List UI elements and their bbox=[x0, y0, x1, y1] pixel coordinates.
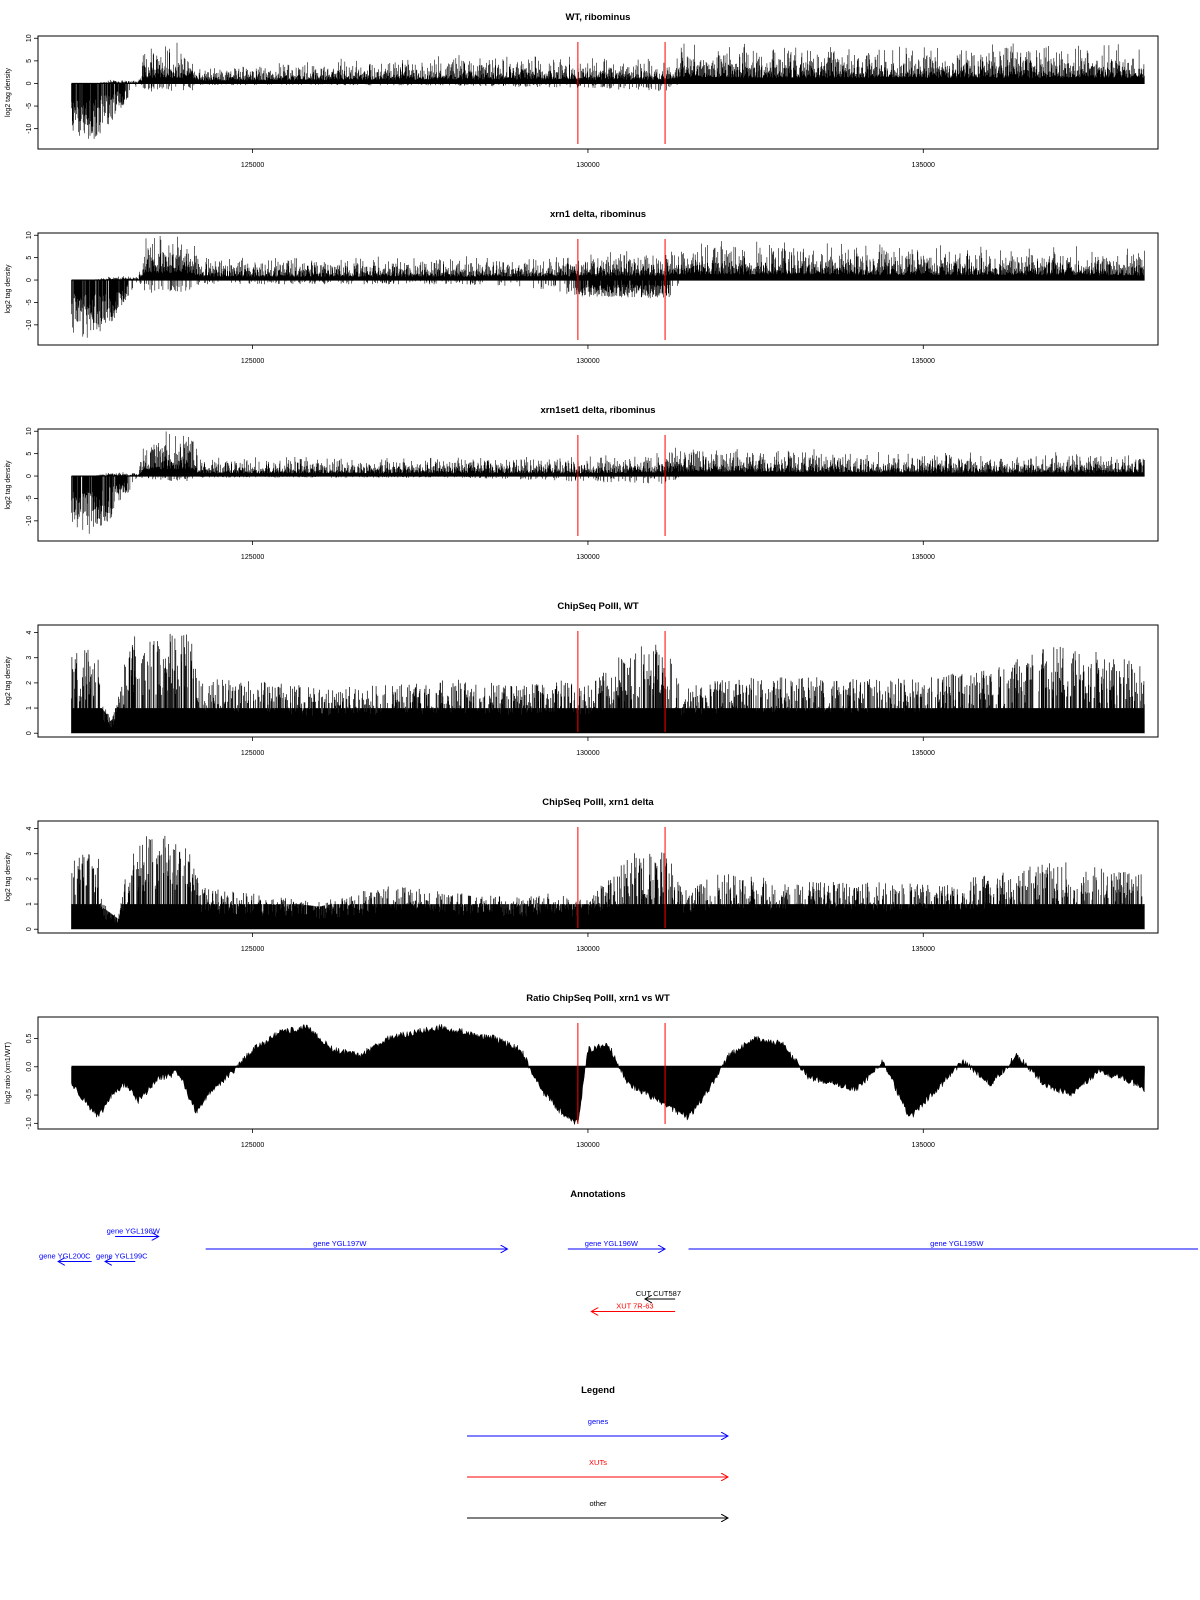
panel-p3 bbox=[5, 405, 1158, 561]
positive-strand-bars bbox=[96, 432, 1145, 477]
y-tick-label: -5 bbox=[26, 102, 33, 110]
y-axis-label: log2 tag density bbox=[5, 67, 12, 118]
x-tick-label: 130000 bbox=[576, 1142, 600, 1149]
x-tick-label: 125000 bbox=[240, 358, 265, 365]
x-tick-label: 130000 bbox=[576, 554, 600, 561]
y-tick-label: 3 bbox=[26, 851, 33, 856]
y-tick-label: 10 bbox=[26, 34, 33, 43]
negative-strand-bars bbox=[72, 280, 679, 338]
x-tick-label: 130000 bbox=[576, 750, 600, 757]
x-tick-label: 125000 bbox=[240, 1142, 265, 1149]
x-tick-label: 135000 bbox=[911, 750, 935, 757]
y-tick-label: 4 bbox=[26, 630, 33, 635]
annotation-label: gene YGL196W bbox=[584, 1239, 639, 1248]
y-tick-label: 3 bbox=[26, 655, 33, 660]
y-tick-label: 2 bbox=[26, 680, 33, 685]
y-tick-label: 0.5 bbox=[26, 1033, 33, 1044]
y-tick-label: 4 bbox=[26, 826, 33, 831]
panel-title: ChipSeq PolII, WT bbox=[557, 601, 639, 612]
x-tick-label: 135000 bbox=[911, 358, 935, 365]
y-tick-label: 10 bbox=[26, 231, 33, 240]
x-tick-label: 130000 bbox=[576, 162, 600, 169]
ratio-area bbox=[72, 1024, 1145, 1124]
annotation-label: gene YGL198W bbox=[106, 1226, 160, 1236]
y-tick-label: -0.5 bbox=[26, 1089, 33, 1102]
y-tick-label: 1 bbox=[26, 902, 33, 907]
y-axis-label: log2 tag density bbox=[5, 852, 12, 902]
y-tick-label: 2 bbox=[26, 876, 33, 881]
y-tick-label: 0 bbox=[26, 927, 33, 932]
x-tick-label: 135000 bbox=[911, 162, 935, 169]
y-axis-label: log2 tag density bbox=[5, 656, 12, 706]
x-tick-label: 125000 bbox=[240, 554, 265, 561]
annotation-label: gene YGL199C bbox=[96, 1251, 148, 1261]
panel-title: xrn1set1 delta, ribominus bbox=[540, 405, 656, 416]
legend-item-label: other bbox=[589, 1499, 607, 1508]
x-tick-label: 130000 bbox=[576, 358, 600, 365]
panel-p6 bbox=[5, 993, 1158, 1149]
panel-p2 bbox=[5, 209, 1158, 365]
y-tick-label: -10 bbox=[26, 319, 33, 330]
panel-title: Ratio ChipSeq PolII, xrn1 vs WT bbox=[526, 993, 670, 1004]
y-tick-label: -10 bbox=[26, 515, 33, 526]
y-tick-label: 0.0 bbox=[26, 1061, 33, 1072]
y-tick-label: 10 bbox=[26, 427, 33, 436]
y-tick-label: 5 bbox=[26, 58, 33, 63]
panel-p5 bbox=[5, 797, 1158, 953]
y-axis-label: log2 tag density bbox=[5, 460, 12, 510]
annotation-label: CUT CUT587 bbox=[635, 1289, 682, 1298]
y-tick-label: 0 bbox=[26, 731, 33, 736]
tag-density-bars bbox=[72, 634, 1145, 733]
y-axis-label: log2 tag density bbox=[5, 264, 12, 314]
y-tick-label: 1 bbox=[26, 706, 33, 711]
legend-item-label: genes bbox=[587, 1417, 609, 1426]
panel-p4 bbox=[5, 601, 1158, 757]
annotation-label: gene YGL200C bbox=[39, 1251, 91, 1261]
annotations-title: Annotations bbox=[570, 1189, 626, 1200]
plot-frame bbox=[38, 36, 1158, 149]
plot-frame bbox=[38, 429, 1158, 541]
positive-strand-bars bbox=[95, 236, 1144, 280]
y-tick-label: 0 bbox=[26, 474, 33, 478]
annotation-label: XUT 7R-63 bbox=[616, 1301, 654, 1311]
y-tick-label: 5 bbox=[26, 255, 33, 260]
y-tick-label: -5 bbox=[26, 299, 33, 306]
panel-title: WT, ribominus bbox=[565, 12, 631, 23]
legend-item-label: XUTs bbox=[589, 1458, 607, 1467]
legend-title: Legend bbox=[581, 1385, 615, 1396]
x-tick-label: 135000 bbox=[911, 946, 935, 953]
y-tick-label: -1.0 bbox=[26, 1117, 33, 1130]
annotation-label: gene YGL197W bbox=[313, 1239, 367, 1248]
y-tick-label: 5 bbox=[26, 451, 33, 456]
annotations-track bbox=[39, 1189, 1198, 1312]
y-axis-label: log2 ratio (xrn1/WT) bbox=[5, 1042, 12, 1104]
y-tick-label: 0 bbox=[26, 278, 33, 282]
negative-strand-bars bbox=[72, 84, 682, 139]
legend bbox=[467, 1385, 728, 1518]
y-tick-label: -10 bbox=[26, 123, 33, 134]
x-tick-label: 125000 bbox=[240, 946, 265, 953]
panel-title: xrn1 delta, ribominus bbox=[549, 209, 647, 220]
positive-strand-bars bbox=[97, 43, 1144, 84]
x-tick-label: 125000 bbox=[240, 162, 265, 169]
panel-p1 bbox=[5, 12, 1158, 169]
y-tick-label: 0 bbox=[26, 81, 33, 86]
annotation-label: gene YGL195W bbox=[930, 1239, 984, 1248]
x-tick-label: 130000 bbox=[576, 946, 600, 953]
y-tick-label: -5 bbox=[26, 495, 33, 502]
x-tick-label: 135000 bbox=[911, 554, 935, 561]
panel-title: ChipSeq PolII, xrn1 delta bbox=[542, 797, 654, 808]
negative-strand-bars bbox=[72, 476, 679, 534]
x-tick-label: 135000 bbox=[911, 1142, 935, 1149]
tag-density-bars bbox=[72, 836, 1145, 929]
x-tick-label: 125000 bbox=[240, 750, 265, 757]
